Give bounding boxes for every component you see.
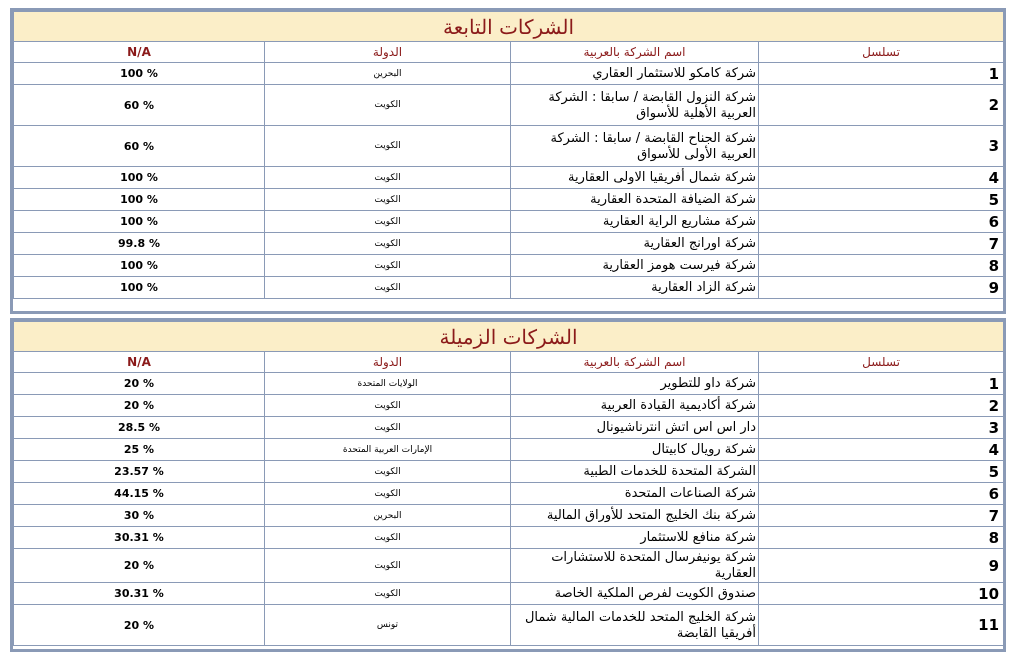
table-row (14, 277, 1004, 299)
sequence-cell: 2 (759, 85, 1004, 126)
header-na: N/A (14, 352, 265, 373)
header-country: الدولة (265, 352, 511, 373)
header-name: اسم الشركة بالعربية (511, 352, 759, 373)
table-row (14, 233, 1004, 255)
ownership-percent: 60 % (14, 126, 265, 167)
header-country: الدولة (265, 42, 511, 63)
country-cell: الكويت (265, 277, 511, 299)
table-row (14, 255, 1004, 277)
table-row (14, 483, 1004, 505)
sequence-cell: 6 (759, 211, 1004, 233)
company-name-cell: شركة أكاديمية القيادة العربية (511, 395, 759, 417)
country-cell: تونس (265, 605, 511, 646)
sequence-cell: 1 (759, 63, 1004, 85)
table-row (14, 189, 1004, 211)
sequence-cell: 5 (759, 189, 1004, 211)
country-cell: الكويت (265, 461, 511, 483)
header-name: اسم الشركة بالعربية (511, 42, 759, 63)
country-cell: البحرين (265, 63, 511, 85)
sequence-cell: 8 (759, 527, 1004, 549)
associates-title: الشركات الزميلة (14, 322, 1004, 352)
ownership-percent: 100 % (14, 167, 265, 189)
sequence-cell: 6 (759, 483, 1004, 505)
table-row (14, 527, 1004, 549)
table-row (14, 461, 1004, 483)
sequence-cell: 8 (759, 255, 1004, 277)
associates-table (13, 321, 1004, 646)
associates-panel (10, 318, 1006, 652)
ownership-percent: 20 % (14, 605, 265, 646)
header-seq: تسلسل (759, 42, 1004, 63)
country-cell: الكويت (265, 483, 511, 505)
sequence-cell: 5 (759, 461, 1004, 483)
company-name-cell: شركة الخليج المتحد للخدمات المالية شمال أفريقيا القابضة (511, 605, 759, 646)
country-cell: الكويت (265, 395, 511, 417)
ownership-percent: 28.5 % (14, 417, 265, 439)
ownership-percent: 30.31 % (14, 527, 265, 549)
ownership-percent: 20 % (14, 395, 265, 417)
company-name-cell: شركة الضيافة المتحدة العقارية (511, 189, 759, 211)
ownership-percent: 100 % (14, 211, 265, 233)
sequence-cell: 9 (759, 277, 1004, 299)
country-cell: الكويت (265, 233, 511, 255)
table-row (14, 605, 1004, 646)
company-name-cell: الشركة المتحدة للخدمات الطبية (511, 461, 759, 483)
company-name-cell: شركة داو للتطوير (511, 373, 759, 395)
ownership-percent: 25 % (14, 439, 265, 461)
ownership-percent: 44.15 % (14, 483, 265, 505)
company-name-cell: شركة الجناح القابضة / سابقا : الشركة العربية الأولى للأسواق (511, 126, 759, 167)
sequence-cell: 11 (759, 605, 1004, 646)
subsidiaries-table (13, 11, 1004, 299)
country-cell: الكويت (265, 85, 511, 126)
company-name-cell: دار اس اس اتش انترناشيونال (511, 417, 759, 439)
ownership-percent: 20 % (14, 549, 265, 583)
country-cell: الكويت (265, 549, 511, 583)
company-name-cell: صندوق الكويت لفرص الملكية الخاصة (511, 583, 759, 605)
country-cell: الإمارات العربية المتحدة (265, 439, 511, 461)
sequence-cell: 2 (759, 395, 1004, 417)
country-cell: الكويت (265, 189, 511, 211)
table-row (14, 126, 1004, 167)
subsidiaries-panel (10, 8, 1006, 314)
country-cell: الكويت (265, 126, 511, 167)
company-name-cell: شركة رويال كابيتال (511, 439, 759, 461)
company-name-cell: شركة يونيفرسال المتحدة للاستشارات العقارية (511, 549, 759, 583)
country-cell: الولايات المتحدة (265, 373, 511, 395)
sequence-cell: 7 (759, 233, 1004, 255)
company-name-cell: شركة بنك الخليج المتحد للأوراق المالية (511, 505, 759, 527)
ownership-percent: 100 % (14, 63, 265, 85)
sequence-cell: 3 (759, 417, 1004, 439)
country-cell: الكويت (265, 211, 511, 233)
country-cell: الكويت (265, 583, 511, 605)
table-row (14, 505, 1004, 527)
ownership-percent: 60 % (14, 85, 265, 126)
ownership-percent: 100 % (14, 277, 265, 299)
table-row (14, 583, 1004, 605)
ownership-percent: 99.8 % (14, 233, 265, 255)
subsidiaries-title: الشركات التابعة (14, 12, 1004, 42)
table-row (14, 85, 1004, 126)
table-row (14, 211, 1004, 233)
table-row (14, 63, 1004, 85)
table-header-row (14, 42, 1004, 63)
country-cell: الكويت (265, 527, 511, 549)
table-header-row (14, 352, 1004, 373)
header-seq: تسلسل (759, 352, 1004, 373)
table-row (14, 395, 1004, 417)
ownership-percent: 30.31 % (14, 583, 265, 605)
header-na: N/A (14, 42, 265, 63)
ownership-percent: 30 % (14, 505, 265, 527)
company-name-cell: شركة كامكو للاستثمار العقاري (511, 63, 759, 85)
table-row (14, 373, 1004, 395)
company-name-cell: شركة شمال أفريقيا الاولى العقارية (511, 167, 759, 189)
company-name-cell: شركة النزول القابضة / سابقا : الشركة العربية الأهلية للأسواق (511, 85, 759, 126)
sequence-cell: 3 (759, 126, 1004, 167)
company-name-cell: شركة منافع للاستثمار (511, 527, 759, 549)
sequence-cell: 10 (759, 583, 1004, 605)
table-row (14, 167, 1004, 189)
sequence-cell: 4 (759, 439, 1004, 461)
table-row (14, 549, 1004, 583)
ownership-percent: 20 % (14, 373, 265, 395)
ownership-percent: 23.57 % (14, 461, 265, 483)
country-cell: الكويت (265, 417, 511, 439)
ownership-percent: 100 % (14, 189, 265, 211)
company-name-cell: شركة اورانج العقارية (511, 233, 759, 255)
table-row (14, 417, 1004, 439)
company-name-cell: شركة الصناعات المتحدة (511, 483, 759, 505)
ownership-percent: 100 % (14, 255, 265, 277)
country-cell: الكويت (265, 255, 511, 277)
sequence-cell: 1 (759, 373, 1004, 395)
table-row (14, 439, 1004, 461)
company-name-cell: شركة مشاريع الراية العقارية (511, 211, 759, 233)
country-cell: البحرين (265, 505, 511, 527)
company-name-cell: شركة الزاد العقارية (511, 277, 759, 299)
sequence-cell: 9 (759, 549, 1004, 583)
company-name-cell: شركة فيرست هومز العقارية (511, 255, 759, 277)
country-cell: الكويت (265, 167, 511, 189)
sequence-cell: 7 (759, 505, 1004, 527)
sequence-cell: 4 (759, 167, 1004, 189)
